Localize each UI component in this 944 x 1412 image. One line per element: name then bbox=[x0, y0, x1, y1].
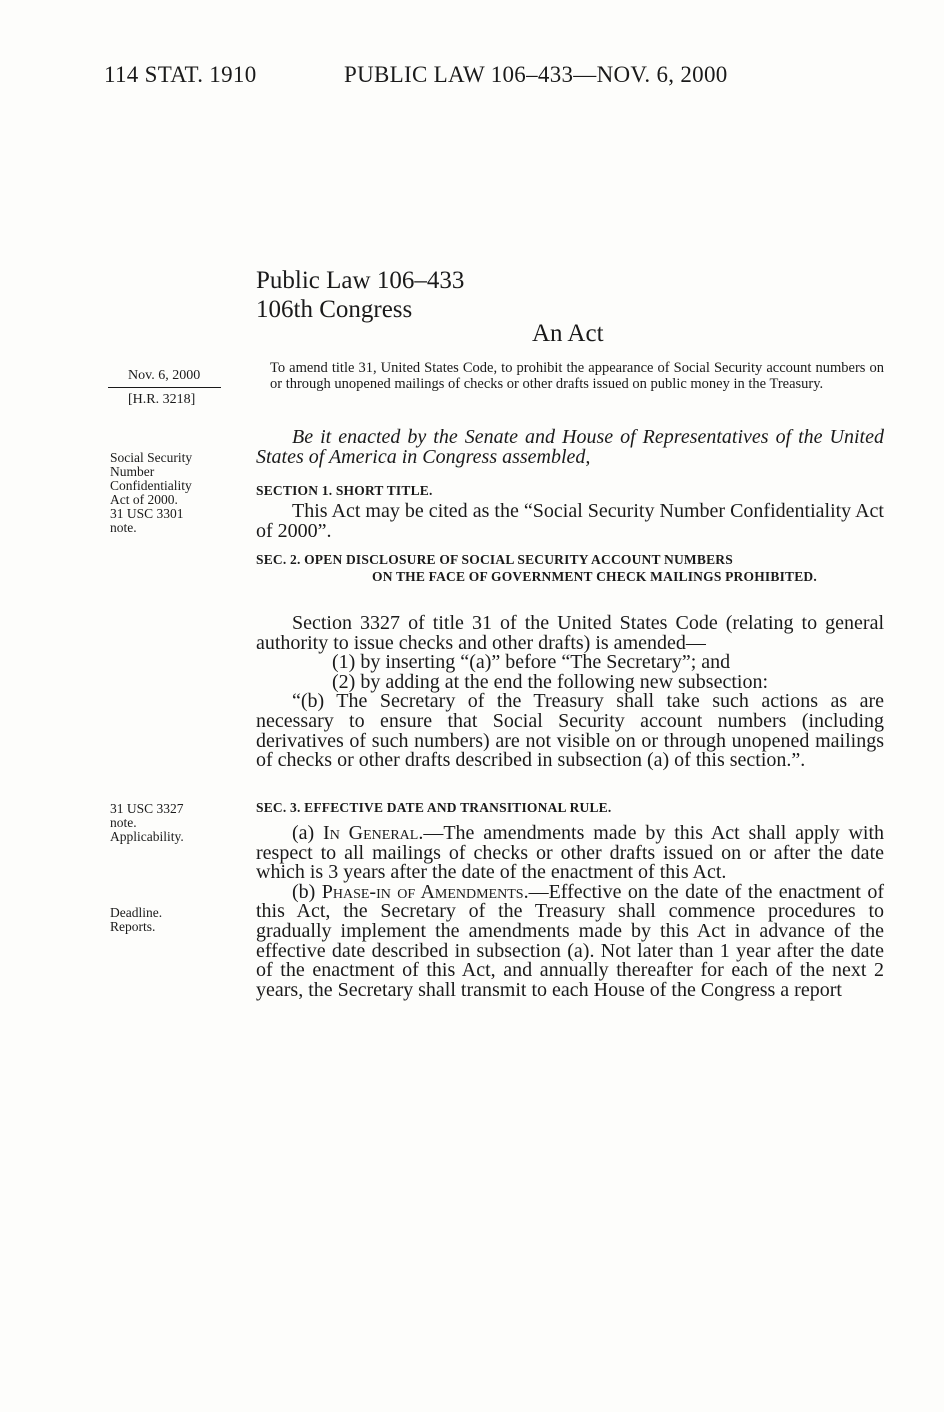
subsection-b-label: (b) bbox=[292, 880, 322, 903]
subsection-a-heading: In General bbox=[323, 822, 419, 844]
deadline-margin-note bbox=[110, 906, 162, 934]
margin-note-line: Number bbox=[110, 464, 155, 479]
subsection-b-heading: Phase-in of Amendments bbox=[321, 880, 524, 903]
margin-note-line: Social Security bbox=[110, 450, 193, 465]
section-1-heading: SECTION 1. SHORT TITLE. bbox=[256, 483, 433, 498]
stat-page-number: 114 STAT. 1910 bbox=[104, 62, 257, 87]
section-3-heading: SEC. 3. EFFECTIVE DATE AND TRANSITIONAL RULE. bbox=[256, 800, 612, 815]
act-purpose: To amend title 31, United States Code, to prohibit the appearance of Social Security account numbers on or through unopened mailings of checks or other drafts issued on public money in the Treasury. bbox=[270, 360, 884, 392]
section-3-body bbox=[256, 824, 884, 1000]
law-title-block bbox=[256, 266, 464, 324]
section-2-item-1: (1) by inserting “(a)” before “The Secretary”; and bbox=[332, 651, 731, 674]
bill-number: [H.R. 3218] bbox=[128, 392, 196, 407]
margin-note-line: Confidentiality bbox=[110, 478, 192, 493]
margin-note-line: 31 USC 3301 bbox=[110, 506, 184, 521]
subsection-b bbox=[256, 880, 884, 1001]
act-label: An Act bbox=[532, 320, 604, 347]
subsection-a-text: .—The amendments made by this Act shall apply with respect to all mailings of checks or other drafts issued on or after the date which is 3 years after the date of the enactment of this Act. bbox=[256, 822, 884, 884]
section-2-item-2: (2) by adding at the end the following new subsection: bbox=[332, 670, 769, 693]
subsection-a bbox=[256, 824, 884, 883]
congress-number: 106th Congress bbox=[256, 296, 413, 323]
margin-note-line: 31 USC 3327 bbox=[110, 801, 184, 816]
section-2-heading bbox=[256, 551, 884, 585]
section-2-heading-continuation: ON THE FACE OF GOVERNMENT CHECK MAILINGS PROHIBITED. bbox=[372, 569, 817, 584]
margin-note-line: Deadline. bbox=[110, 905, 163, 920]
applicability-margin-note bbox=[110, 802, 184, 844]
margin-note-line: Applicability. bbox=[110, 829, 184, 844]
section-1-text: This Act may be cited as the “Social Security Number Confidentiality Act of 2000”. bbox=[256, 500, 884, 542]
enactment-date: Nov. 6, 2000 bbox=[128, 368, 201, 383]
margin-note-line: Act of 2000. bbox=[110, 492, 178, 507]
margin-divider bbox=[108, 387, 221, 388]
section-2-body bbox=[256, 614, 884, 771]
margin-note-line: note. bbox=[110, 815, 137, 830]
section-2-heading-line: SEC. 2. OPEN DISCLOSURE OF SOCIAL SECURITY ACCOUNT NUMBERS bbox=[256, 552, 733, 567]
subsection-b-text: .—Effective on the date of the enactment of this Act, the Secretary of the Treasury shall commence procedures to gradually implement the amendments made by this Act in advance of the effective date described in subsection (a). Not later than 1 year after the date of the enactment of this Act, and annually thereafter for each of the next 2 years, the Secretary shall transmit to each House of the Congress a report bbox=[256, 880, 884, 1001]
section-2-quoted-subsection: “(b) The Secretary of the Treasury shall take such actions as are necessary to ensure that Social Security account numbers (including derivatives of such numbers) are not visible on or through unopened mailings of checks or other drafts described in subsection (a) of this section.”. bbox=[256, 690, 884, 772]
enacting-clause: Be it enacted by the Senate and House of Representatives of the United States of America in Congress assembled, bbox=[256, 426, 884, 468]
section-2-intro: Section 3327 of title 31 of the United States Code (relating to general authority to issue checks and other drafts) is amended— bbox=[256, 612, 884, 654]
margin-note-line: note. bbox=[110, 520, 137, 535]
margin-note-line: Reports. bbox=[110, 919, 156, 934]
running-title: PUBLIC LAW 106–433—NOV. 6, 2000 bbox=[344, 62, 728, 87]
subsection-a-label: (a) bbox=[292, 822, 324, 844]
short-title-margin-note bbox=[110, 451, 192, 535]
public-law-number: Public Law 106–433 bbox=[256, 267, 465, 294]
